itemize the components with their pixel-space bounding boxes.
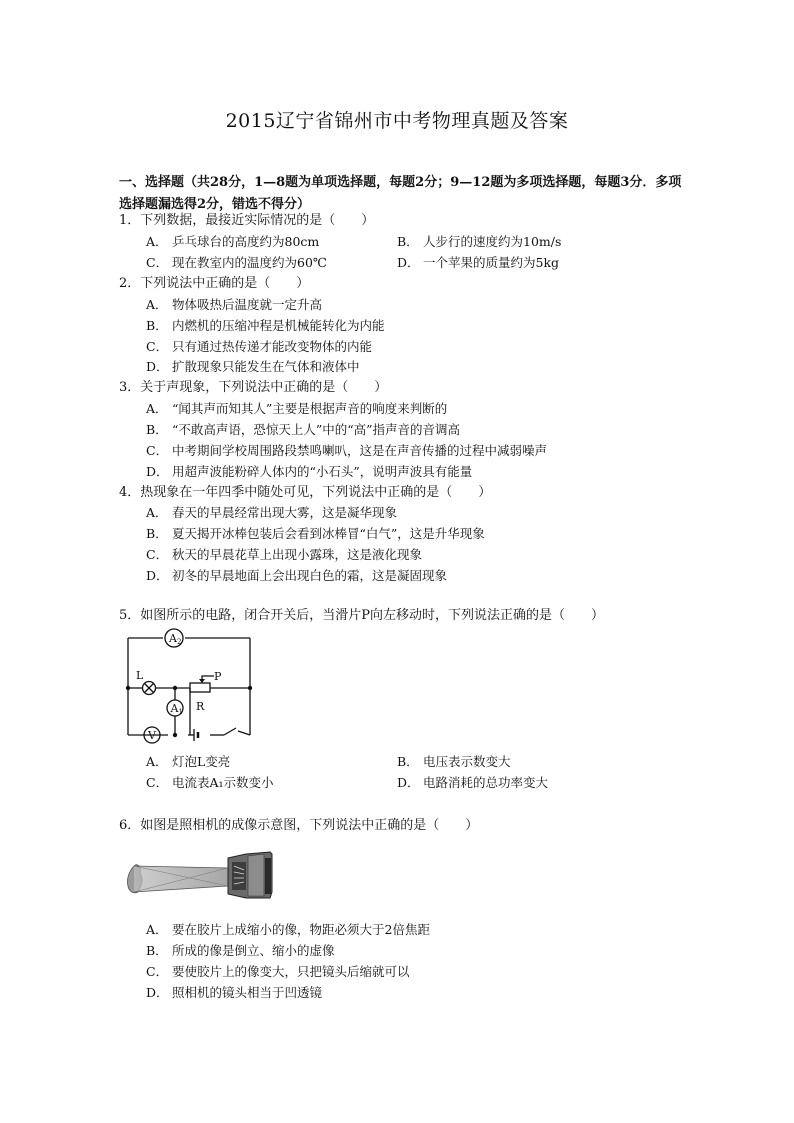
question-3-option-c: C． 中考期间学校周围路段禁鸣喇叭，这是在声音传播的过程中减弱噪声: [146, 443, 548, 458]
question-6-option-d: D． 照相机的镜头相当于凹透镜: [146, 985, 323, 1000]
circuit-diagram: [118, 628, 268, 750]
question-4-stem: 4．热现象在一年四季中随处可见，下列说法中正确的是（ ）: [119, 485, 492, 500]
question-5-stem: 5．如图所示的电路，闭合开关后，当滑片P向左移动时，下列说法正确的是（ ）: [119, 608, 605, 623]
voltmeter-label: V: [148, 729, 156, 742]
question-1-option-a: A． 乒乓球台的高度约为80cm: [146, 234, 320, 249]
question-4-option-a: A． 春天的早晨经常出现大雾，这是凝华现象: [146, 505, 398, 520]
question-3-option-a: A． “闻其声而知其人”主要是根据声音的响度来判断的: [146, 401, 448, 416]
question-2-option-c: C． 只有通过热传递才能改变物体的内能: [146, 339, 373, 354]
ammeter-a2-label: A2: [169, 632, 182, 646]
question-6-option-a: A． 要在胶片上成缩小的像，物距必须大于2倍焦距: [146, 922, 430, 937]
question-2-option-d: D． 扩散现象只能发生在气体和液体中: [146, 359, 360, 374]
document-title: 2015辽宁省锦州市中考物理真题及答案: [225, 110, 569, 132]
lamp-label: L: [136, 669, 144, 682]
question-1-stem: 1．下列数据，最接近实际情况的是（ ）: [119, 213, 375, 228]
question-2-stem: 2．下列说法中正确的是（ ）: [119, 276, 310, 291]
question-1-option-d: D． 一个苹果的质量约为5kg: [397, 255, 560, 270]
question-5-option-a: A． 灯泡L变亮: [146, 754, 231, 769]
question-2-option-b: B． 内燃机的压缩冲程是机械能转化为内能: [146, 318, 385, 333]
question-1-option-c: C． 现在教室内的温度约为60℃: [146, 255, 327, 270]
resistor-label: R: [196, 700, 205, 713]
ammeter-a1-label: A1: [170, 702, 183, 716]
question-6-option-c: C． 要使胶片上的像变大，只把镜头后缩就可以: [146, 964, 410, 979]
question-3-stem: 3．关于声现象，下列说法中正确的是（ ）: [119, 380, 388, 395]
question-4-option-b: B． 夏天揭开冰棒包装后会看到冰棒冒“白气”，这是升华现象: [146, 526, 485, 541]
question-3-option-d: D． 用超声波能粉碎人体内的“小石头”，说明声波具有能量: [146, 464, 473, 479]
section-heading: 一、选择题（共28分，1—8题为单项选择题，每题2分；9—12题为多项选择题，每题3分．多项选择题漏选得2分，错选不得分）: [119, 175, 682, 212]
question-2-option-a: A． 物体吸热后温度就一定升高: [146, 297, 323, 312]
slider-label: P: [214, 670, 222, 683]
question-6-stem: 6．如图是照相机的成像示意图，下列说法中正确的是（ ）: [119, 818, 479, 833]
question-5-option-c: C． 电流表A₁示数变小: [146, 775, 274, 790]
question-3-option-b: B． “不敢高声语，恐惊天上人”中的“高”指声音的音调高: [146, 422, 461, 437]
camera-imaging-figure: [124, 842, 276, 902]
question-6-option-b: B． 所成的像是倒立、缩小的虚像: [146, 943, 335, 958]
question-5-option-d: D． 电路消耗的总功率变大: [397, 775, 549, 790]
question-4-option-d: D． 初冬的早晨地面上会出现白色的霜，这是凝固现象: [146, 568, 448, 583]
question-1-option-b: B． 人步行的速度约为10m/s: [397, 234, 562, 249]
question-4-option-c: C． 秋天的早晨花草上出现小露珠，这是液化现象: [146, 547, 423, 562]
question-5-option-b: B． 电压表示数变大: [397, 754, 511, 769]
